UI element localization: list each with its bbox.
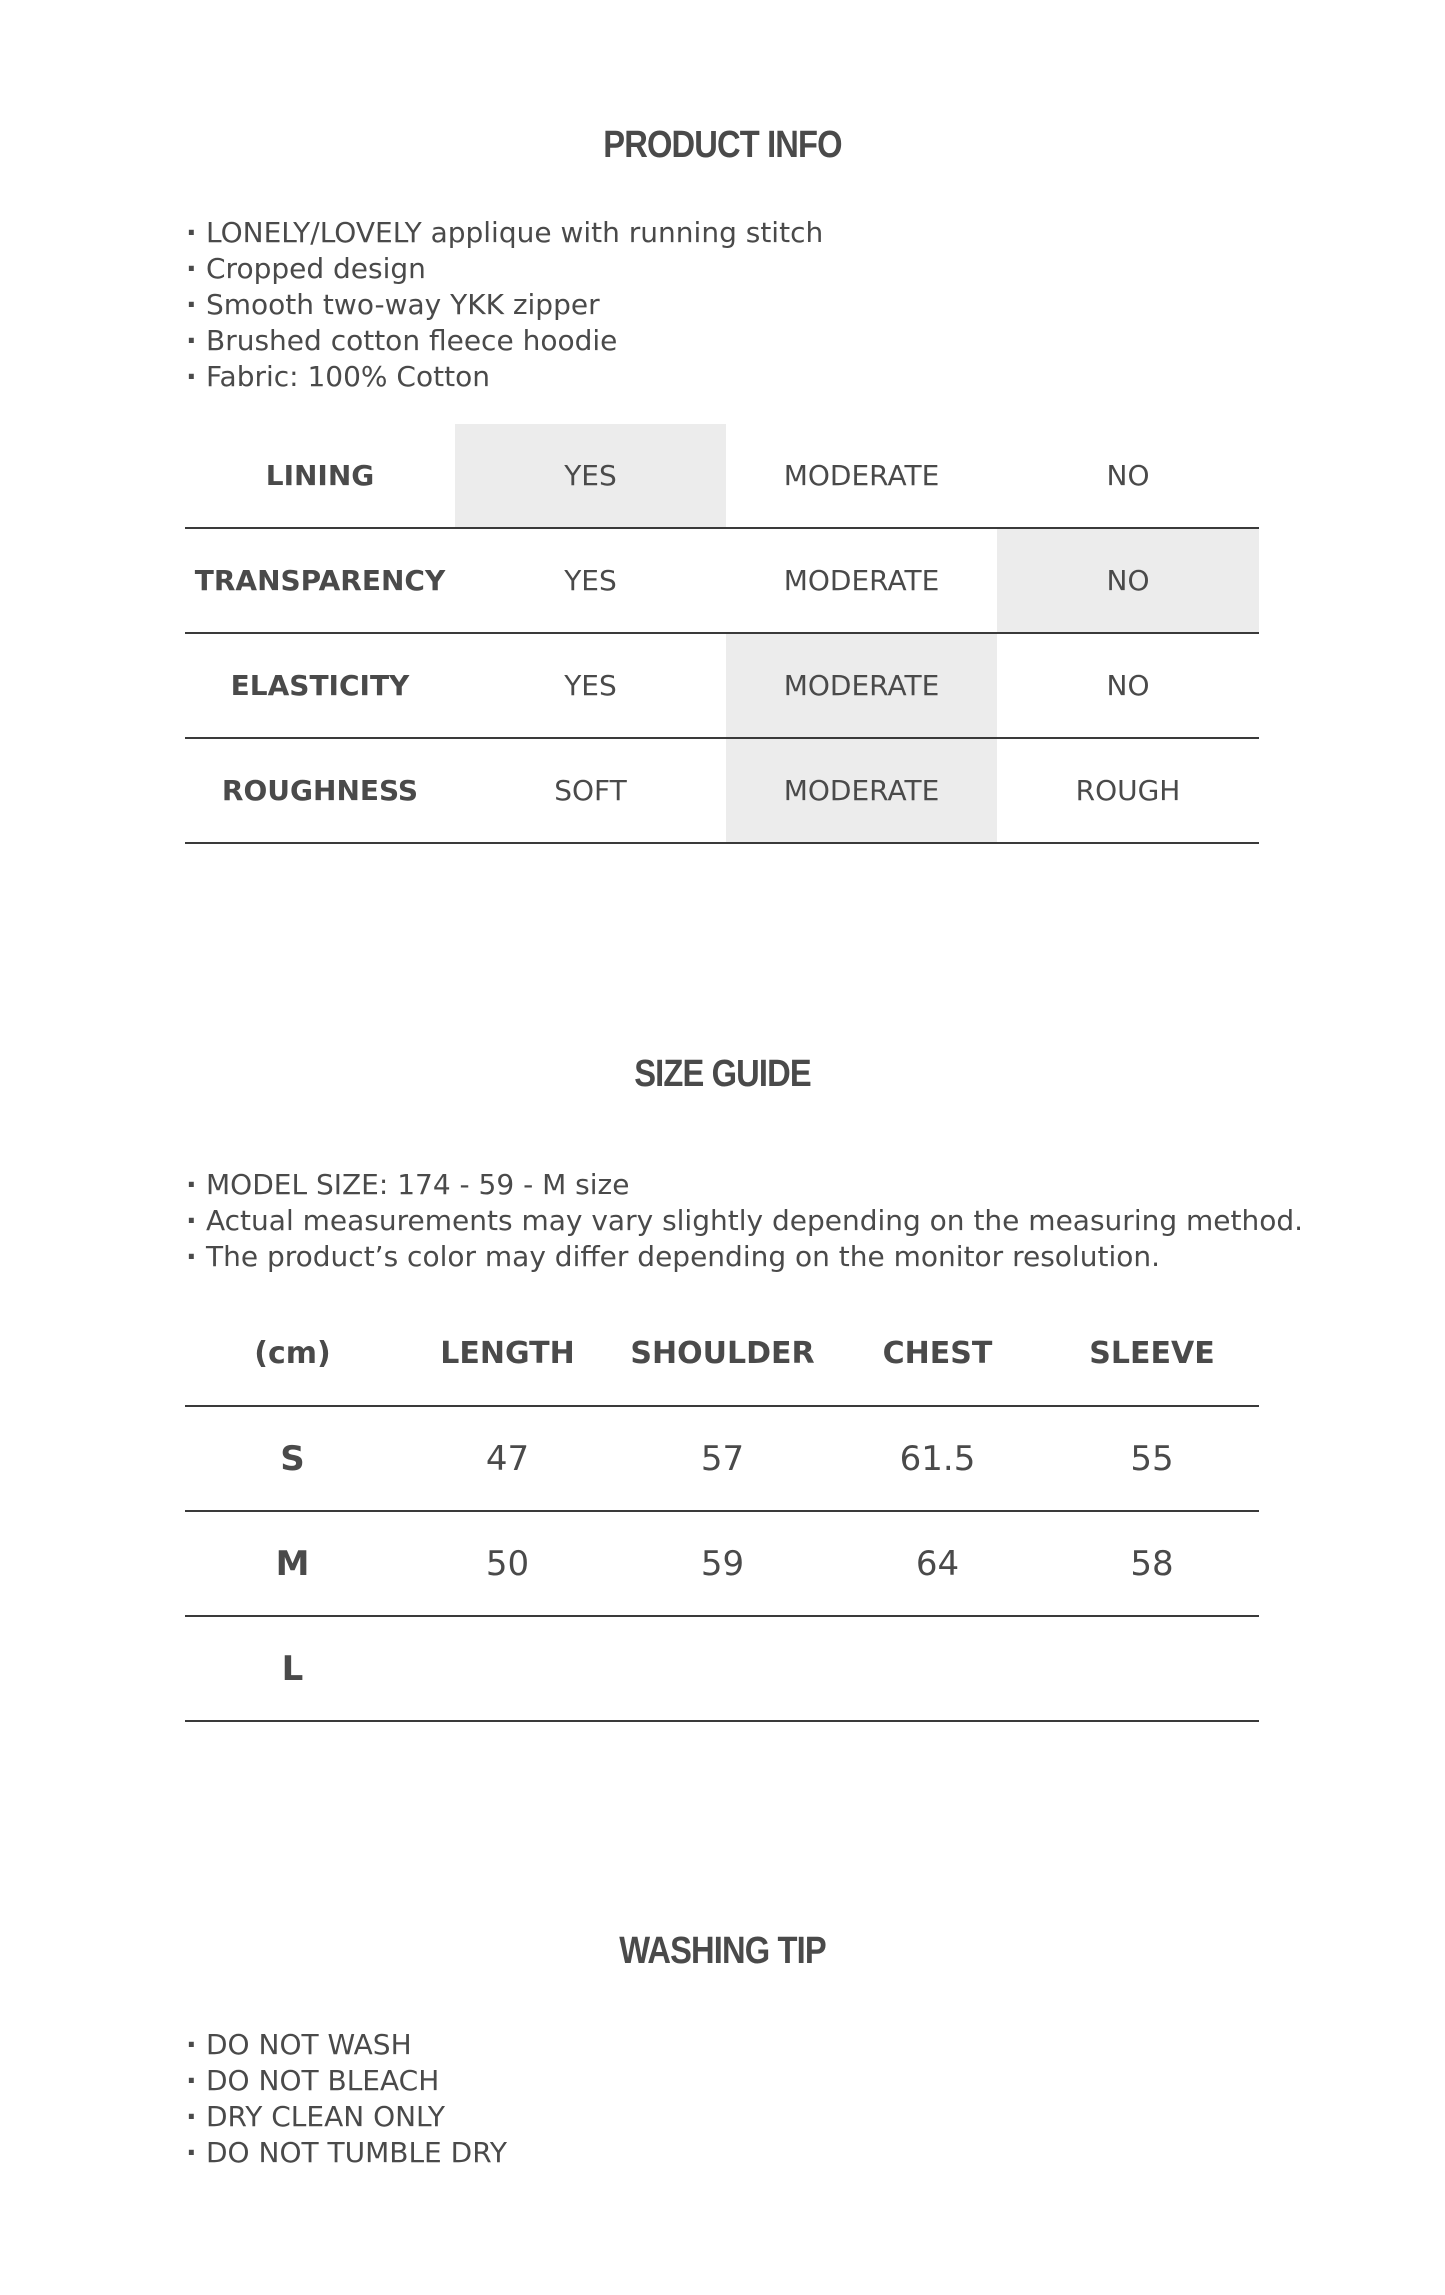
table-header-row [185,1302,1259,1406]
size-label: S [185,1406,400,1511]
list-item: · MODEL SIZE: 174 - 59 - M size [186,1167,1303,1203]
size-table [185,1302,1259,1722]
table-row [185,1406,1259,1511]
table-row [185,528,1259,633]
table-row [185,633,1259,738]
fabric-properties-table [185,424,1259,844]
table-row [185,1616,1259,1721]
measurement-cell: 59 [615,1511,830,1616]
property-option: NO [997,633,1259,738]
list-item: · Cropped design [186,251,823,287]
measurement-cell [1045,1616,1259,1721]
measurement-cell: 50 [400,1511,615,1616]
property-option: YES [455,424,726,528]
column-header-sleeve: SLEEVE [1045,1302,1259,1406]
property-option: MODERATE [726,738,997,843]
measurement-cell [400,1616,615,1721]
washing-tip-list [186,2027,507,2171]
property-option: MODERATE [726,528,997,633]
column-header-chest: CHEST [830,1302,1045,1406]
list-item: · Smooth two-way YKK zipper [186,287,823,323]
product-info-list [186,215,823,395]
measurement-cell: 57 [615,1406,830,1511]
property-option: MODERATE [726,633,997,738]
table-row [185,1511,1259,1616]
property-option: MODERATE [726,424,997,528]
list-item: · DO NOT WASH [186,2027,507,2063]
list-item: · DRY CLEAN ONLY [186,2099,507,2135]
column-header-shoulder: SHOULDER [615,1302,830,1406]
measurement-cell [830,1616,1045,1721]
size-guide-notes [186,1167,1303,1275]
column-header-unit: (cm) [185,1302,400,1406]
list-item: · DO NOT BLEACH [186,2063,507,2099]
table-row [185,424,1259,528]
property-option: YES [455,633,726,738]
list-item: · LONELY/LOVELY applique with running stitch [186,215,823,251]
list-item: · The product’s color may differ depending on the monitor resolution. [186,1239,1303,1275]
size-label: L [185,1616,400,1721]
property-label-elasticity: ELASTICITY [185,633,455,738]
property-option: SOFT [455,738,726,843]
property-option: NO [997,424,1259,528]
measurement-cell: 58 [1045,1511,1259,1616]
size-label: M [185,1511,400,1616]
measurement-cell: 47 [400,1406,615,1511]
property-label-roughness: ROUGHNESS [185,738,455,843]
property-label-lining: LINING [185,424,455,528]
measurement-cell: 64 [830,1511,1045,1616]
size-guide-title: SIZE GUIDE [634,1053,811,1095]
measurement-cell [615,1616,830,1721]
product-info-title: PRODUCT INFO [603,124,842,166]
property-option: NO [997,528,1259,633]
list-item: · Brushed cotton fleece hoodie [186,323,823,359]
list-item: · Fabric: 100% Cotton [186,359,823,395]
washing-tip-title: WASHING TIP [619,1930,826,1972]
measurement-cell: 61.5 [830,1406,1045,1511]
list-item: · DO NOT TUMBLE DRY [186,2135,507,2171]
property-label-transparency: TRANSPARENCY [185,528,455,633]
list-item: · Actual measurements may vary slightly depending on the measuring method. [186,1203,1303,1239]
measurement-cell: 55 [1045,1406,1259,1511]
property-option: ROUGH [997,738,1259,843]
table-row [185,738,1259,843]
column-header-length: LENGTH [400,1302,615,1406]
property-option: YES [455,528,726,633]
